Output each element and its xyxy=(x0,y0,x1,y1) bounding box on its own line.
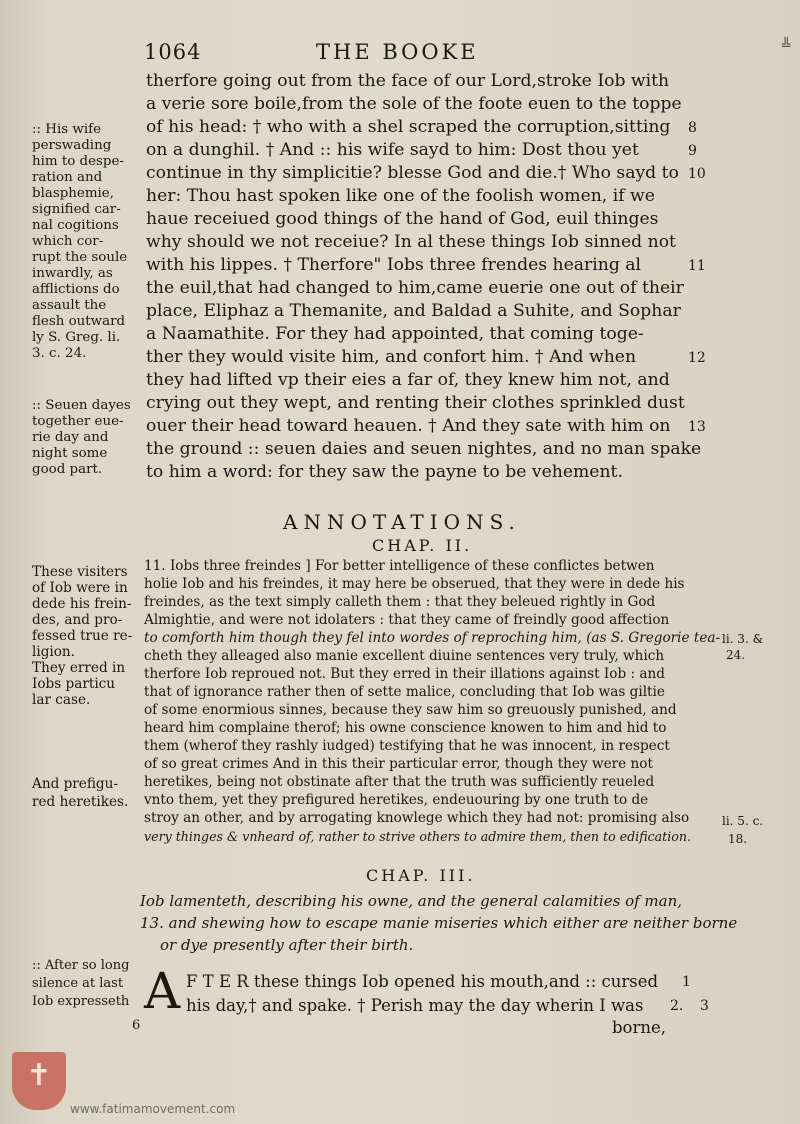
margin-note-line: ligion. xyxy=(32,644,76,660)
margin-note-line: ly S. Greg. li. xyxy=(32,330,121,345)
margin-note-line: flesh outward xyxy=(32,314,126,329)
text-line: continue in thy simplicitie? blesse God and die.† Who sayd to xyxy=(146,163,679,183)
annotation-line: Almightie, and were not idolaters : that they came of freindly good affection xyxy=(144,612,670,628)
text-line: crying out they wept, and renting their clothes sprinkled dust xyxy=(146,393,685,413)
text-line: the euil,that had changed to him,came euerie one out of their xyxy=(146,278,684,298)
margin-note-line: These visiters xyxy=(32,564,128,580)
margin-note-line: fessed true re- xyxy=(32,628,133,644)
text-line: her: Thou hast spoken like one of the foolish women, if we xyxy=(146,186,655,206)
annotation-line: of some enormious sinnes, because they saw him so greuously punished, and xyxy=(144,702,677,718)
verse-number: 8 xyxy=(688,120,697,136)
verse-number: 3 xyxy=(700,998,709,1014)
cross-icon: ✝ xyxy=(26,1058,52,1093)
margin-note-line: des, and pro- xyxy=(32,612,123,628)
reference-note: 24. xyxy=(726,648,746,662)
text-line: on a dunghil. † And :: his wife sayd to him: Dost thou yet xyxy=(146,140,639,160)
reference-note: 18. xyxy=(728,832,748,846)
margin-note-line: :: His wife xyxy=(32,122,101,137)
text-line: therfore going out from the face of our Lord,stroke Iob with xyxy=(146,71,670,91)
annotation-line: stroy an other, and by arrogating knowlege which they had not: promising also xyxy=(144,810,690,826)
annotation-line: vnto them, yet they prefigured heretikes, endeuouring by one truth to de xyxy=(144,792,649,808)
text-line: haue receiued good things of the hand of God, euil thinges xyxy=(146,209,659,229)
annotation-line: heard him complaine therof; his owne conscience knowen to him and hid to xyxy=(144,720,667,736)
margin-note-line: red heretikes. xyxy=(32,794,129,810)
margin-note-line: afflictions do xyxy=(32,282,120,297)
margin-note-line: They erred in xyxy=(32,660,126,676)
verse-number: 1 xyxy=(682,974,691,990)
chapter-argument-line: or dye presently after their birth. xyxy=(160,936,414,954)
margin-note-line: :: Seuen dayes xyxy=(32,398,131,413)
margin-note-line: which cor- xyxy=(32,234,104,249)
annotation-line: to comforth him though they fel into wordes of reproching him, (as S. Gregorie tea- xyxy=(144,630,721,646)
verse-number: 10 xyxy=(688,166,706,182)
text-line: they had lifted vp their eies a far of, they knew him not, and xyxy=(146,370,670,390)
margin-note-line: 3. c. 24. xyxy=(32,346,87,361)
text-line: F T E R these things Iob opened his mouth,and :: cursed xyxy=(186,972,659,991)
text-line: a Naamathite. For they had appointed, that coming toge- xyxy=(146,324,644,344)
text-line: borne, xyxy=(612,1018,667,1037)
verse-number: 9 xyxy=(688,143,697,159)
annotation-line: therfore Iob reproued not. But they erred in their illations against Iob : and xyxy=(144,666,665,682)
margin-note-line: good part. xyxy=(32,462,103,477)
text-line: place, Eliphaz a Themanite, and Baldad a Suhite, and Sophar xyxy=(146,301,681,321)
annotation-line: cheth they alleaged also manie excellent diuine sentences very truly, which xyxy=(144,648,665,664)
text-line: the ground :: seuen daies and seuen nightes, and no man spake xyxy=(146,439,702,459)
website-url[interactable]: www.fatimamovement.com xyxy=(70,1102,236,1116)
verse-number: 11 xyxy=(688,258,706,274)
annotation-line: freindes, as the text simply calleth them : that they beleued rightly in God xyxy=(144,594,656,610)
verse-number: 13 xyxy=(688,419,706,435)
margin-note-line: assault the xyxy=(32,298,107,313)
chapter-argument-line: 13. and shewing how to escape manie miseries which either are neither borne xyxy=(140,914,738,932)
chapter-heading: CHAP. III. xyxy=(366,866,476,885)
running-header xyxy=(144,40,479,64)
text-line: to him a word: for they saw the payne to be vehement. xyxy=(146,462,623,482)
reference-note: li. 3. & xyxy=(722,632,764,646)
annotation-line: very thinges & vnheard of, rather to strive others to admire them, then to edification. xyxy=(144,829,691,844)
margin-note-line: dede his frein- xyxy=(32,596,132,612)
margin-note-line: silence at last xyxy=(32,976,124,991)
annotations-heading: ANNOTATIONS. xyxy=(283,510,521,534)
text-line: with his lippes. † Therfore" Iobs three frendes hearing al xyxy=(146,255,642,275)
annotation-line: that of ignorance rather then of sette malice, concluding that Iob was giltie xyxy=(144,684,665,700)
reference-note: li. 5. c. xyxy=(722,814,764,828)
signature-mark: 6 xyxy=(132,1018,141,1033)
margin-note-line: rupt the soule xyxy=(32,250,128,265)
verse-number: 12 xyxy=(688,350,706,366)
page-number: 1064 xyxy=(144,40,202,64)
text-line: his day,† and spake. † Perish may the day wherin I was xyxy=(186,996,644,1015)
margin-note-line: lar case. xyxy=(32,692,91,708)
text-line: ther they would visite him, and confort him. † And when xyxy=(146,347,637,367)
verse-number: 2. xyxy=(670,998,684,1014)
margin-note-line: Iob expresseth xyxy=(32,994,130,1009)
margin-note-line: together eue- xyxy=(32,414,124,429)
text-line: ouer their head toward heauen. † And they sate with him on xyxy=(146,416,671,436)
margin-note-line: of Iob were in xyxy=(32,580,128,596)
margin-note-line: :: After so long xyxy=(32,958,130,973)
margin-note-line: him to despe- xyxy=(32,154,124,169)
margin-note-line: perswading xyxy=(32,138,112,153)
margin-note-line: nal cogitions xyxy=(32,218,119,233)
chapter-heading: CHAP. II. xyxy=(372,536,473,555)
annotation-line: of so great crimes And in this their particular error, though they were not xyxy=(144,756,653,772)
annotation-line: them (wherof they rashly iudged) testifying that he was innocent, in respect xyxy=(144,738,670,754)
margin-note-line: signified car- xyxy=(32,202,121,217)
margin-note-line: Iobs particu xyxy=(32,676,116,692)
chapter-argument-line: Iob lamenteth, describing his owne, and the general calamities of man, xyxy=(140,892,683,910)
margin-note-line: blasphemie, xyxy=(32,186,114,201)
text-line: of his head: † who with a shel scraped the corruption,sitting xyxy=(146,117,671,137)
corner-mark: ╩ xyxy=(782,38,791,54)
margin-note-line: inwardly, as xyxy=(32,266,113,281)
annotation-line: 11. Iobs three freindes ] For better intelligence of these conflictes betwen xyxy=(144,558,655,574)
annotation-line: heretikes, being not obstinate after that the truth was sufficiently reueled xyxy=(144,774,655,790)
margin-note-line: rie day and xyxy=(32,430,109,445)
text-line: why should we not receiue? In al these things Iob sinned not xyxy=(146,232,676,252)
book-title: THE BOOKE xyxy=(316,40,479,64)
margin-note-line: And prefigu- xyxy=(32,776,118,792)
text-line: a verie sore boile,from the sole of the foote euen to the toppe xyxy=(146,94,682,114)
margin-note-line: ration and xyxy=(32,170,103,185)
margin-note-line: night some xyxy=(32,446,108,461)
drop-cap: A xyxy=(144,962,181,1020)
annotation-line: holie Iob and his freindes, it may here be obserued, that they were in dede his xyxy=(144,576,685,592)
